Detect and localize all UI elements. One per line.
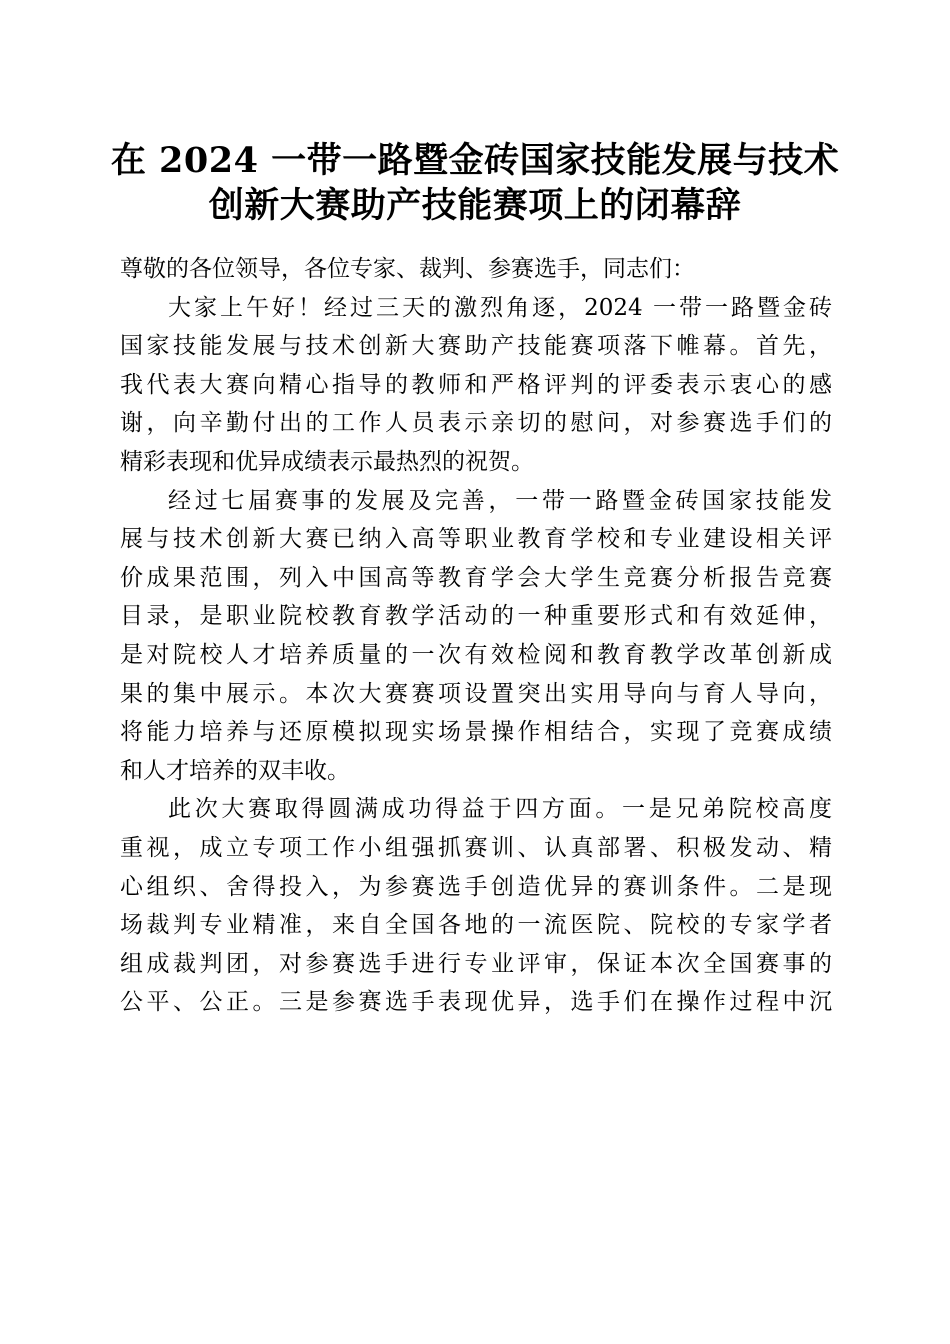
document-title-line-1: 在 2024 一带一路暨金砖国家技能发展与技术	[110, 140, 840, 181]
paragraph-2-line: 和人才培养的双丰收。	[120, 757, 350, 784]
paragraph-2-line: 经过七届赛事的发展及完善，一带一路暨金砖国家技能发	[168, 487, 832, 514]
salutation: 尊敬的各位领导，各位专家、裁判、参赛选手，同志们：	[120, 256, 695, 282]
document-title-line-2: 创新大赛助产技能赛项上的闭幕辞	[208, 185, 742, 226]
paragraph-1-line: 精彩表现和优异成绩表示最热烈的祝贺。	[120, 448, 534, 475]
paragraph-3-line: 场裁判专业精准，来自全国各地的一流医院、院校的专家学者	[120, 912, 832, 939]
paragraph-2-line: 果的集中展示。本次大赛赛项设置突出实用导向与育人导向，	[120, 680, 832, 707]
paragraph-3-line: 公平、公正。三是参赛选手表现优异，选手们在操作过程中沉	[120, 989, 832, 1016]
paragraph-1-line: 国家技能发展与技术创新大赛助产技能赛项落下帷幕。首先，	[120, 333, 832, 360]
paragraph-1-line: 谢，向辛勤付出的工作人员表示亲切的慰问，对参赛选手们的	[120, 410, 832, 437]
paragraph-2-line: 目录，是职业院校教育教学活动的一种重要形式和有效延伸，	[120, 603, 832, 630]
paragraph-3-line: 重视，成立专项工作小组强抓赛训、认真部署、积极发动、精	[120, 834, 832, 861]
paragraph-2-line: 价成果范围，列入中国高等教育学会大学生竞赛分析报告竞赛	[120, 564, 832, 591]
paragraph-3-line: 此次大赛取得圆满成功得益于四方面。一是兄弟院校高度	[168, 796, 832, 823]
paragraph-3-line: 组成裁判团，对参赛选手进行专业评审，保证本次全国赛事的	[120, 950, 832, 977]
paragraph-2-line: 将能力培养与还原模拟现实场景操作相结合，实现了竞赛成绩	[120, 719, 832, 746]
paragraph-2-line: 是对院校人才培养质量的一次有效检阅和教育教学改革创新成	[120, 641, 832, 668]
paragraph-3-line: 心组织、舍得投入，为参赛选手创造优异的赛训条件。二是现	[120, 873, 832, 900]
document-body	[120, 250, 832, 1022]
paragraph-1-line: 大家上午好！经过三天的激烈角逐，2024 一带一路暨金砖	[168, 294, 832, 321]
paragraph-1-line: 我代表大赛向精心指导的教师和严格评判的评委表示衷心的感	[120, 371, 832, 398]
paragraph-2-line: 展与技术创新大赛已纳入高等职业教育学校和专业建设相关评	[120, 526, 832, 553]
